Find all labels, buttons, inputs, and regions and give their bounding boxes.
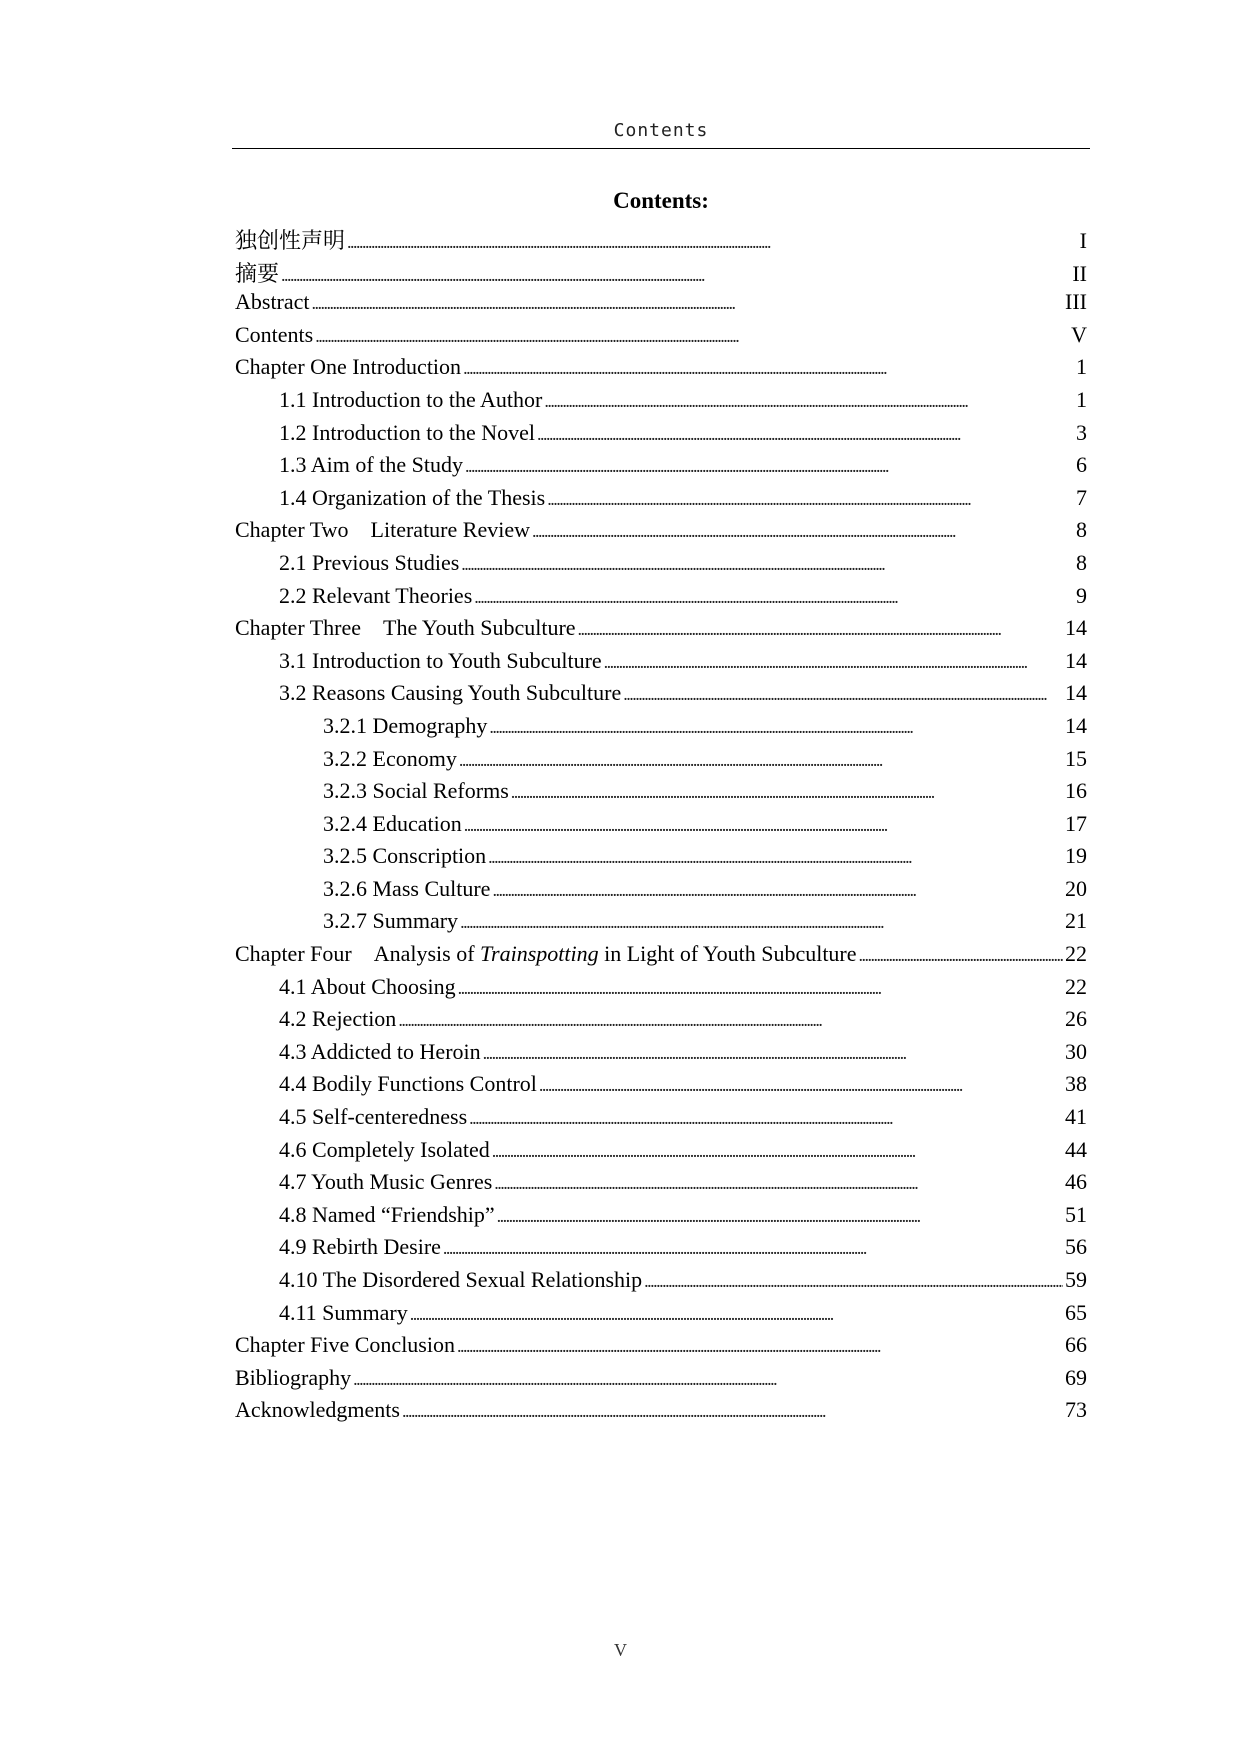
toc-entry-label: 3.2.1 Demography	[323, 712, 488, 738]
toc-entry-page: 6	[1076, 452, 1087, 478]
toc-entry-label: 3.2.3 Social Reforms	[323, 778, 509, 804]
dot-leader	[463, 354, 1074, 380]
toc-entry-page: 38	[1065, 1071, 1087, 1097]
dot-leader	[532, 517, 1074, 543]
toc-entry-page: 20	[1065, 875, 1087, 901]
toc-entry	[235, 1397, 1087, 1430]
toc-entry-page: 9	[1076, 582, 1087, 608]
toc-entry-page: 8	[1076, 517, 1087, 543]
toc-entry-page: 1	[1076, 386, 1087, 412]
toc-entry-page: 7	[1076, 484, 1087, 510]
toc-entry	[235, 648, 1087, 681]
toc-entry-label: 4.1 About Choosing	[279, 973, 456, 999]
dot-leader	[410, 1300, 1063, 1326]
toc-entry-page: 46	[1065, 1169, 1087, 1195]
toc-entry	[235, 550, 1087, 583]
page-number: V	[614, 1640, 627, 1660]
toc-entry-page: 8	[1076, 549, 1087, 575]
dot-leader	[347, 228, 1078, 254]
toc-entry-page: 14	[1065, 680, 1087, 706]
dot-leader	[497, 1202, 1063, 1228]
toc-entry	[235, 941, 1087, 974]
dot-leader	[578, 615, 1063, 641]
toc-entry-label	[235, 517, 530, 543]
toc-entry	[235, 224, 1087, 257]
toc-entry-label-part: Chapter Three	[235, 615, 362, 641]
toc-entry-page: V	[1071, 321, 1087, 347]
toc-entry-page: 65	[1065, 1299, 1087, 1325]
toc-entry	[235, 1039, 1087, 1072]
toc-entry	[235, 843, 1087, 876]
dot-leader	[489, 713, 1063, 739]
toc-entry-page: 16	[1065, 778, 1087, 804]
toc-entry	[235, 1006, 1087, 1039]
toc-entry-page: 14	[1065, 647, 1087, 673]
toc-entry	[235, 1137, 1087, 1170]
toc-entry-page: 59	[1065, 1267, 1087, 1292]
running-header: Contents	[613, 120, 709, 141]
toc-entry-label: Chapter Five Conclusion	[235, 1332, 455, 1358]
toc-entry-page: 1	[1076, 354, 1087, 380]
toc-entry-page: 73	[1065, 1397, 1087, 1423]
toc-entry-label: 3.1 Introduction to Youth Subculture	[279, 647, 602, 673]
toc-entry-label: 3.2 Reasons Causing Youth Subculture	[279, 680, 622, 706]
toc-entry-page: 26	[1065, 1006, 1087, 1032]
toc-entry-label: 4.6 Completely Isolated	[279, 1136, 490, 1162]
toc-entry	[235, 452, 1087, 485]
dot-leader	[492, 1137, 1063, 1163]
toc-entry-label: 4.3 Addicted to Heroin	[279, 1038, 481, 1064]
dot-leader	[483, 1039, 1063, 1065]
toc-entry-label-part: in Light of Youth Subculture	[604, 941, 857, 967]
toc-entry-page: 21	[1065, 908, 1087, 934]
toc-entry	[235, 811, 1087, 844]
toc-entry-page: 56	[1065, 1234, 1087, 1260]
toc-entry	[235, 289, 1087, 322]
toc-entry-label: 4.5 Self-centeredness	[279, 1104, 468, 1130]
dot-leader	[859, 941, 1063, 967]
toc-entry-label: 4.8 Named “Friendship”	[279, 1201, 495, 1227]
dot-leader	[604, 648, 1063, 674]
dot-leader	[281, 261, 1070, 287]
toc-entry	[235, 615, 1087, 648]
toc-entry	[235, 1365, 1087, 1398]
toc-entry-page: 15	[1065, 745, 1087, 771]
toc-entry	[235, 1202, 1087, 1235]
toc-entry-label: 4.11 Summary	[279, 1299, 408, 1325]
toc-entry-label-part: Analysis of	[373, 941, 475, 967]
toc-entry	[235, 322, 1087, 355]
toc-entry-label: 3.2.7 Summary	[323, 908, 459, 934]
dot-leader	[465, 452, 1074, 478]
toc-entry-label: 3.2.6 Mass Culture	[323, 875, 491, 901]
toc-entry-label: 4.10 The Disordered Sexual Relationship	[279, 1267, 643, 1292]
dot-leader	[402, 1397, 1063, 1423]
toc-entry-label: Chapter One Introduction	[235, 354, 462, 380]
toc-entry	[235, 1104, 1087, 1137]
toc-entry-label-part: Chapter Two	[235, 517, 349, 543]
toc-entry-label	[235, 941, 857, 967]
dot-leader	[511, 778, 1063, 804]
toc-entry	[235, 387, 1087, 420]
toc-entry-page: 30	[1065, 1038, 1087, 1064]
toc-entry-page: 14	[1065, 615, 1087, 641]
dot-leader	[459, 746, 1063, 772]
toc-entry	[235, 354, 1087, 387]
toc-entry-page: 69	[1065, 1364, 1087, 1390]
toc-entry-page: 22	[1065, 941, 1087, 967]
dot-leader	[458, 974, 1063, 1000]
toc-entry-label-part: Literature Review	[370, 517, 530, 543]
toc-entry-label: 4.7 Youth Music Genres	[279, 1169, 493, 1195]
toc-entry	[235, 517, 1087, 550]
dot-leader	[474, 583, 1074, 609]
toc-entry-label: 4.9 Rebirth Desire	[279, 1234, 441, 1260]
dot-leader	[315, 322, 1069, 348]
toc-entry	[235, 1267, 1087, 1300]
dot-leader	[312, 289, 1063, 315]
toc-entry-label	[235, 615, 576, 641]
toc-entry-label-part: Trainspotting	[480, 941, 599, 967]
toc-entry	[235, 420, 1087, 453]
toc-entry	[235, 680, 1087, 713]
toc-entry-page: 44	[1065, 1136, 1087, 1162]
toc-entry-label: 1.3 Aim of the Study	[279, 452, 463, 478]
toc-entry-page: 17	[1065, 810, 1087, 836]
toc-entry-label: Contents	[235, 321, 314, 347]
toc-entry-label: Acknowledgments	[235, 1397, 400, 1423]
toc-entry-label: 1.2 Introduction to the Novel	[279, 419, 536, 445]
toc-title: Contents:	[613, 188, 709, 213]
dot-leader	[461, 550, 1074, 576]
toc-entry-page: 22	[1065, 973, 1087, 999]
toc-entry	[235, 746, 1087, 779]
toc-entry	[235, 1234, 1087, 1267]
toc-entry	[235, 876, 1087, 909]
toc-entry-label: 3.2.2 Economy	[323, 745, 457, 771]
toc-entry	[235, 1169, 1087, 1202]
dot-leader	[488, 843, 1063, 869]
dot-leader	[537, 420, 1074, 446]
toc-entry-page: II	[1072, 260, 1087, 286]
dot-leader	[469, 1104, 1063, 1130]
toc-entry	[235, 908, 1087, 941]
header-rule	[232, 148, 1090, 149]
toc-entry-page: 14	[1065, 712, 1087, 738]
dot-leader	[644, 1267, 1063, 1293]
toc-entry-label-part: Chapter Four	[235, 941, 352, 967]
toc-entry-label: 1.1 Introduction to the Author	[279, 386, 543, 412]
toc-entry	[235, 778, 1087, 811]
dot-leader	[623, 680, 1063, 706]
toc-entry-label: Bibliography	[235, 1364, 352, 1390]
dot-leader	[464, 811, 1063, 837]
dot-leader	[494, 1169, 1063, 1195]
dot-leader	[539, 1071, 1063, 1097]
toc-entry-label: 4.2 Rejection	[279, 1006, 397, 1032]
toc-entry-label: 3.2.5 Conscription	[323, 843, 487, 869]
toc-entry	[235, 1300, 1087, 1333]
toc-entry	[235, 583, 1087, 616]
toc-entry-page: I	[1079, 228, 1087, 253]
toc-entry-page: 3	[1076, 419, 1087, 445]
dot-leader	[443, 1234, 1063, 1260]
toc-entry-page: III	[1065, 289, 1087, 315]
toc-entry-label: 4.4 Bodily Functions Control	[279, 1071, 537, 1097]
dot-leader	[353, 1365, 1063, 1391]
toc-entry-page: 66	[1065, 1332, 1087, 1358]
toc-entry	[235, 713, 1087, 746]
toc-entry	[235, 1071, 1087, 1104]
dot-leader	[547, 485, 1074, 511]
dot-leader	[460, 908, 1063, 934]
toc-entry-label: 1.4 Organization of the Thesis	[279, 484, 546, 510]
dot-leader	[492, 876, 1063, 902]
toc-entry-page: 51	[1065, 1201, 1087, 1227]
toc-entry	[235, 974, 1087, 1007]
toc-entry-label: 摘要	[235, 260, 280, 286]
toc-entry-label: 3.2.4 Education	[323, 810, 462, 836]
table-of-contents	[235, 224, 1087, 1430]
toc-entry	[235, 257, 1087, 290]
toc-entry-label: 2.2 Relevant Theories	[279, 582, 473, 608]
toc-entry-label: 独创性声明	[235, 228, 346, 253]
toc-entry-page: 41	[1065, 1104, 1087, 1130]
dot-leader	[544, 387, 1074, 413]
toc-entry	[235, 1332, 1087, 1365]
toc-entry-page: 19	[1065, 843, 1087, 869]
toc-entry-label: 2.1 Previous Studies	[279, 549, 460, 575]
dot-leader	[398, 1006, 1063, 1032]
dot-leader	[457, 1332, 1063, 1358]
toc-entry-label-part: The Youth Subculture	[383, 615, 576, 641]
toc-entry	[235, 485, 1087, 518]
toc-entry-label: Abstract	[235, 289, 310, 315]
